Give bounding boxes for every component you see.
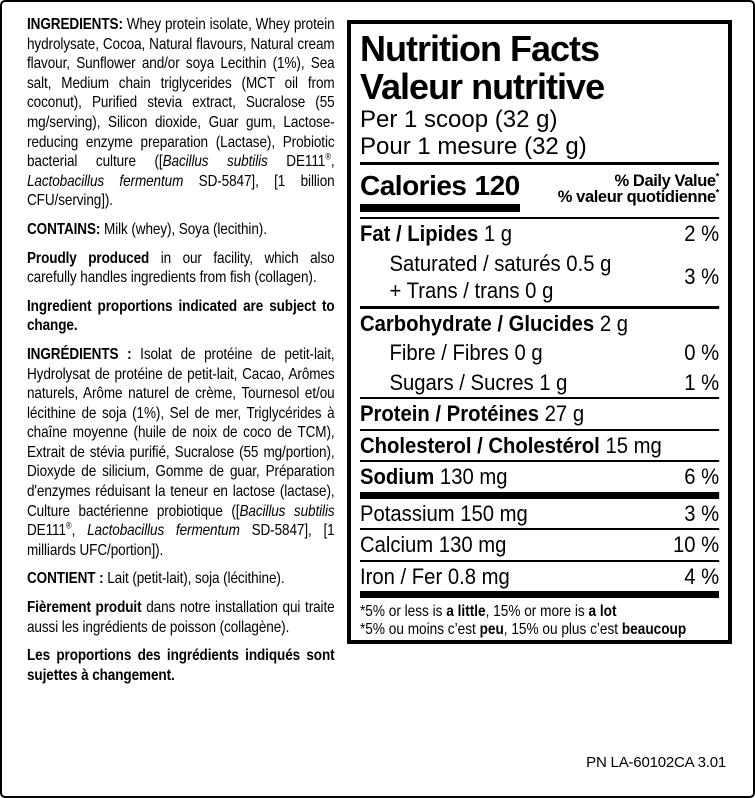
row-iron: Iron / Fer 0.8 mg 4 % bbox=[360, 563, 720, 589]
daily-value-en: % Daily Value* bbox=[614, 171, 719, 190]
daily-value-fr: % valeur quotidienne* bbox=[557, 187, 719, 206]
row-iron-percent: 4 % bbox=[684, 563, 720, 589]
facility-notice-en-paragraph: Proudly produced in our facility, which also carefully handles ingredients from fish (collagen). bbox=[27, 249, 335, 287]
proportions-notice-en-paragraph: Ingredient proportions indicated are subject to change. bbox=[27, 297, 335, 335]
product-code: PN LA-60102CA 3.01 bbox=[586, 754, 726, 771]
nutrition-facts-panel bbox=[347, 20, 732, 644]
row-sodium: Sodium 130 mg 6 % bbox=[360, 464, 720, 489]
divider-thick bbox=[360, 492, 719, 499]
nutrition-facts-title-fr: Valeur nutritive bbox=[360, 66, 605, 107]
row-carbohydrate: Carbohydrate / Glucides 2 g bbox=[360, 310, 629, 336]
footnotes bbox=[360, 603, 719, 638]
calories-value: 120 bbox=[474, 170, 520, 201]
daily-value-header bbox=[558, 171, 719, 205]
row-saturated-trans: Saturated / saturés 0.5 g + Trans / trans 0 g 3 % bbox=[389, 250, 720, 303]
calories-text bbox=[360, 171, 520, 201]
divider-footnote bbox=[360, 591, 719, 598]
row-sugars-percent: 1 % bbox=[684, 369, 720, 395]
row-fibre: Fibre / Fibres 0 g 0 % bbox=[389, 340, 720, 365]
row-potassium-percent: 3 % bbox=[684, 500, 720, 526]
calories bbox=[360, 171, 520, 212]
row-calcium-percent: 10 % bbox=[672, 532, 720, 557]
nutrition-facts-title-en: Nutrition Facts bbox=[360, 28, 600, 69]
calories-underline bbox=[360, 204, 520, 212]
row-sodium-percent: 6 % bbox=[684, 464, 720, 489]
footnote-fr: *5% ou moins c’est peu, 15% ou plus c’est beaucoup bbox=[360, 620, 687, 638]
nutrient-rows bbox=[360, 217, 719, 591]
serving-size-fr: Pour 1 mesure (32 g) bbox=[360, 133, 587, 160]
row-fat-percent: 2 % bbox=[684, 221, 720, 246]
divider-serving bbox=[360, 162, 719, 165]
row-fat: Fat / Lipides 1 g 2 % bbox=[360, 221, 720, 246]
facility-notice-fr-paragraph: Fièrement produit dans notre installation qui traite aussi les ingrédients de poisson (collagène). bbox=[27, 599, 335, 636]
row-calcium: Calcium 130 mg 10 % bbox=[360, 532, 720, 557]
contains-fr-paragraph: CONTIENT : Lait (petit-lait), soja (lécithine). bbox=[27, 570, 285, 588]
row-sugars: Sugars / Sucres 1 g 1 % bbox=[389, 369, 720, 395]
calories-row bbox=[360, 171, 719, 212]
calories-label: Calories bbox=[360, 170, 467, 201]
serving-size-en: Per 1 scoop (32 g) bbox=[360, 106, 558, 133]
row-potassium: Potassium 150 mg 3 % bbox=[360, 500, 720, 526]
proportions-notice-fr-paragraph: Les proportions des ingrédients indiqués sont sujettes à changement. bbox=[27, 647, 335, 684]
contains-en-paragraph: CONTAINS: Milk (whey), Soya (lecithin). bbox=[27, 220, 267, 238]
ingredients-fr-paragraph: INGRÉDIENTS : Isolat de protéine de petit-lait, Hydrolysat de protéine de petit-lait, Cacao, Arômes naturels, Arôme naturel de crème, Tournesol et/ou lécithine de soja (1%), Sel de mer, Triglycérides à chaîne moyenne (huile de noix de coco de TCM), Extrait de stévia purifié, Sucralose (55 mg/portion), Dioxyde de silicium, Gomme de guar, Préparation d'enzymes réduisant la teneur en lactose (lactase), Culture bactérienne probiotique ([Bacillus subtilis DE111®, Lactobacillus fermentum SD-5847], [1 milliards UFC/portion]). bbox=[27, 345, 335, 559]
row-cholesterol: Cholesterol / Cholestérol 15 mg bbox=[360, 432, 662, 458]
row-protein: Protein / Protéines 27 g bbox=[360, 401, 585, 426]
footnote-en: *5% or less is a little, 15% or more is a lot bbox=[360, 603, 617, 620]
row-fibre-percent: 0 % bbox=[684, 340, 720, 365]
row-saturated-trans-percent: 3 % bbox=[684, 264, 720, 290]
ingredients-en-paragraph: INGREDIENTS: Whey protein isolate, Whey protein hydrolysate, Cocoa, Natural flavours, Natural cream flavour, Sunflower and/or soya Lecithin (1%), Sea salt, Medium chain triglycerides (MCT oil from coconut), Purified stevia extract, Sucralose (55 mg/serving), Silicon dioxide, Guar gum, Lactose-reducing enzyme preparation (Lactase), Probiotic bacterial culture ([Bacillus subtilis DE111®, Lactobacillus fermentum SD-5847], [1 billion CFU/serving]). bbox=[27, 16, 335, 210]
ingredients-column bbox=[27, 15, 335, 694]
